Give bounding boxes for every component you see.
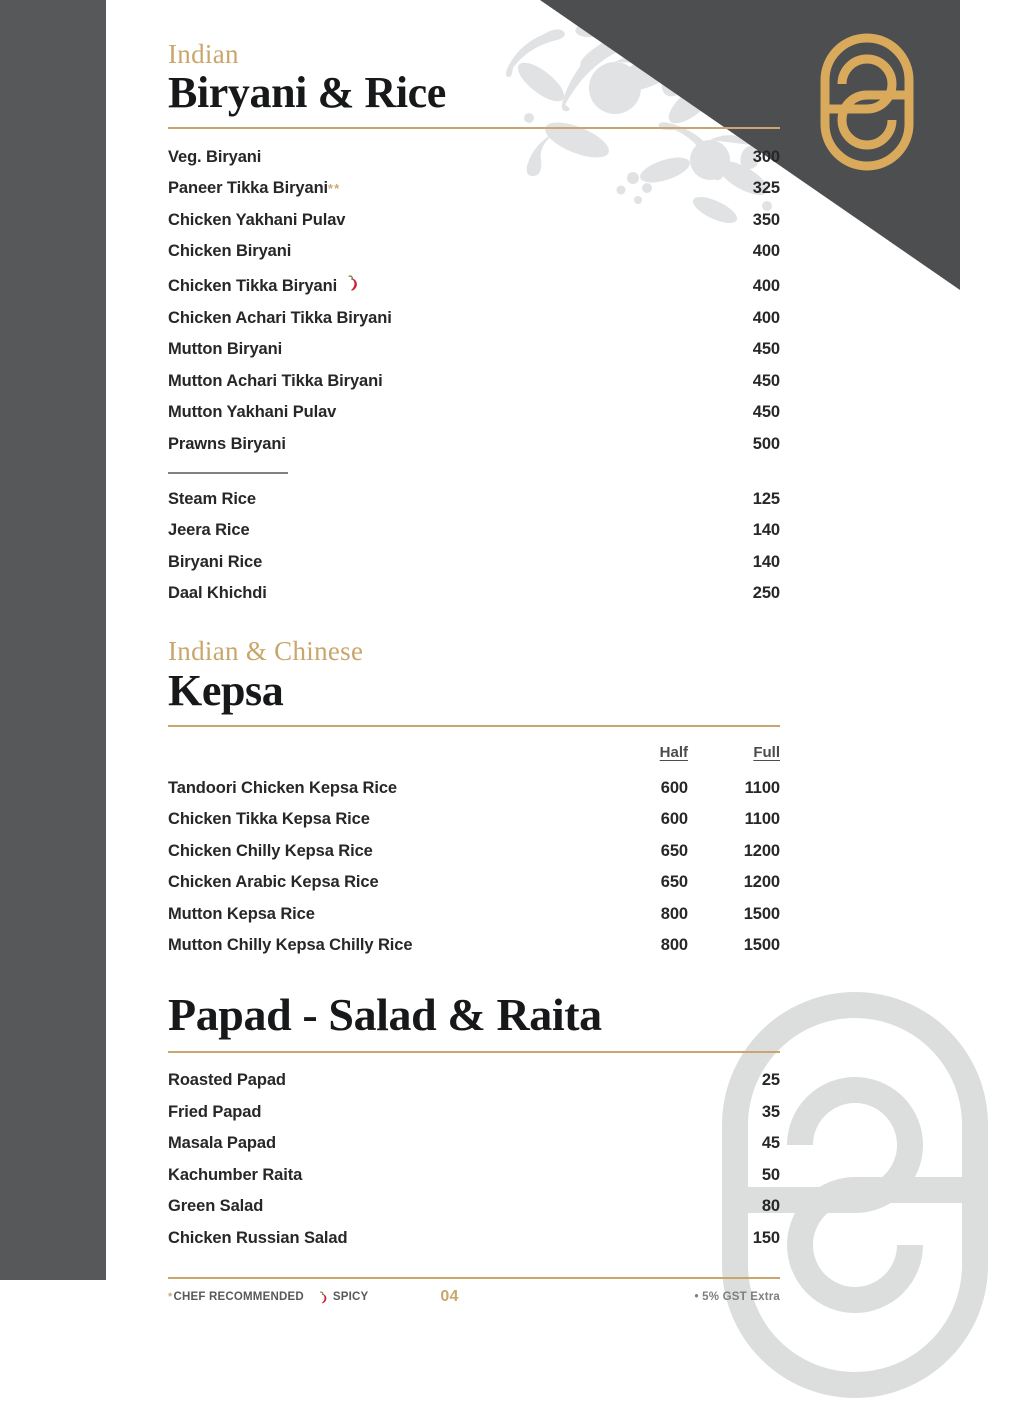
item-price: 325 — [752, 179, 780, 198]
item-name: Tandoori Chicken Kepsa Rice — [168, 778, 397, 797]
gst-bullet: • — [694, 1290, 699, 1303]
item-price-full: 1200 — [743, 841, 780, 860]
menu-item-row[interactable] — [168, 1096, 780, 1127]
menu-item-row[interactable] — [168, 898, 780, 929]
gst-text: 5% GST Extra — [702, 1290, 780, 1303]
menu-item-row[interactable] — [168, 1191, 780, 1222]
item-price: 500 — [752, 434, 780, 453]
item-price-full: 1200 — [743, 873, 780, 892]
item-price: 300 — [752, 147, 780, 166]
menu-item-row[interactable] — [168, 397, 780, 428]
biryani-item-list — [168, 141, 780, 460]
item-name: Steam Rice — [168, 489, 256, 508]
menu-item-row[interactable] — [168, 772, 780, 803]
menu-item-row[interactable] — [168, 1128, 780, 1159]
menu-item-row[interactable] — [168, 204, 780, 235]
item-name: Green Salad — [168, 1197, 264, 1216]
item-price: 400 — [752, 308, 780, 327]
item-price-full: 1500 — [743, 936, 780, 955]
item-price-half: 800 — [660, 904, 688, 923]
menu-item-row[interactable] — [168, 141, 780, 172]
page-number: 04 — [440, 1287, 459, 1305]
item-price: 400 — [752, 242, 780, 260]
item-price: 450 — [752, 403, 780, 422]
item-name: Kachumber Raita — [168, 1165, 303, 1184]
item-name: Biryani Rice — [168, 552, 263, 571]
item-price-full: 1500 — [743, 904, 780, 923]
item-name: Chicken Yakhani Pulav — [168, 210, 346, 229]
spicy-legend: SPICY — [332, 1290, 369, 1303]
menu-item-row[interactable] — [168, 835, 780, 866]
menu-item-row[interactable] — [168, 334, 780, 365]
item-price: 400 — [752, 277, 780, 296]
menu-item-row[interactable] — [168, 235, 780, 266]
item-name: Chicken Biryani — [168, 242, 292, 260]
item-name: Mutton Yakhani Pulav — [168, 403, 337, 422]
menu-item-row[interactable] — [168, 546, 780, 577]
item-name: Chicken Chilly Kepsa Rice — [168, 841, 373, 860]
item-price-full: 1100 — [744, 810, 780, 829]
section-title: Papad - Salad & Raita — [168, 989, 602, 1041]
menu-item-row[interactable] — [168, 867, 780, 898]
item-price-half: 650 — [660, 873, 688, 892]
item-price-half: 650 — [660, 841, 688, 860]
menu-item-row[interactable] — [168, 1222, 780, 1253]
item-price: 140 — [752, 552, 780, 571]
section-title: Biryani & Rice — [168, 67, 446, 117]
section-title: Kepsa — [168, 665, 284, 715]
item-name: Chicken Tikka Biryani — [168, 277, 338, 296]
menu-item-row[interactable] — [168, 365, 780, 396]
item-name: Jeera Rice — [168, 521, 250, 540]
menu-item-row[interactable] — [168, 302, 780, 333]
menu-item-row[interactable] — [168, 428, 780, 459]
item-price: 125 — [752, 489, 780, 508]
menu-item-row[interactable] — [168, 483, 780, 514]
menu-item-row[interactable] — [168, 578, 780, 609]
left-side-bar — [0, 0, 106, 1280]
item-price-half: 800 — [660, 936, 688, 955]
item-price: 250 — [752, 584, 780, 603]
item-price: 450 — [752, 371, 780, 390]
section-rule — [168, 1051, 780, 1053]
item-name: Mutton Achari Tikka Biryani — [168, 371, 383, 390]
item-name: Prawns Biryani — [168, 434, 286, 453]
column-header-half: Half — [659, 744, 688, 762]
menu-item-row[interactable] — [168, 515, 780, 546]
item-price-half: 600 — [660, 778, 688, 797]
item-name: Chicken Arabic Kepsa Rice — [168, 873, 379, 892]
item-name: Masala Papad — [168, 1134, 276, 1153]
section-papad-salad-raita — [168, 961, 780, 1253]
item-name: Paneer Tikka Biryani — [168, 179, 329, 198]
item-name: Roasted Papad — [168, 1071, 286, 1090]
menu-item-row[interactable] — [168, 1159, 780, 1190]
section-rule — [168, 725, 780, 727]
menu-item-row[interactable] — [168, 1065, 780, 1096]
item-price: 350 — [752, 210, 780, 229]
menu-item-row[interactable] — [168, 172, 780, 203]
menu-item-row[interactable] — [168, 267, 780, 302]
item-price-full: 1100 — [744, 778, 780, 797]
chef-recommended-mark: ** — [328, 181, 341, 197]
item-name: Chicken Tikka Kepsa Rice — [168, 810, 370, 829]
item-price: 35 — [761, 1102, 780, 1121]
item-name: Veg. Biryani — [168, 147, 262, 166]
item-price: 45 — [761, 1134, 780, 1153]
chef-recommended-legend: CHEF RECOMMENDED — [173, 1290, 304, 1303]
page-footer — [168, 1277, 780, 1306]
item-name: Fried Papad — [168, 1102, 262, 1121]
item-name: Mutton Biryani — [168, 340, 283, 359]
chef-recommended-star: * — [168, 1290, 173, 1303]
brand-s-monogram-icon — [812, 32, 922, 172]
rice-item-list — [168, 483, 780, 609]
item-name: Daal Khichdi — [168, 584, 267, 603]
section-kicker: Indian & Chinese — [168, 636, 364, 667]
column-header-full: Full — [753, 744, 780, 762]
item-price: 80 — [761, 1197, 780, 1216]
item-name: Mutton Chilly Kepsa Chilly Rice — [168, 936, 413, 955]
menu-item-row[interactable] — [168, 930, 780, 961]
item-price: 450 — [752, 340, 780, 359]
item-name: Chicken Achari Tikka Biryani — [168, 308, 392, 327]
section-biryani-rice — [168, 0, 780, 609]
item-name: Chicken Russian Salad — [168, 1228, 348, 1247]
spicy-chili-icon — [346, 274, 359, 291]
item-price: 150 — [752, 1228, 780, 1247]
section-kepsa — [168, 609, 780, 961]
item-price-half: 600 — [660, 810, 688, 829]
spicy-chili-icon — [318, 1290, 328, 1304]
item-price: 140 — [752, 521, 780, 540]
kepsa-item-list — [168, 772, 780, 961]
group-divider — [168, 472, 288, 475]
papad-item-list — [168, 1065, 780, 1254]
price-column-headers — [168, 744, 780, 766]
gst-note — [695, 1291, 780, 1303]
menu-item-row[interactable] — [168, 804, 780, 835]
menu-content — [168, 0, 780, 1305]
section-kicker: Indian — [168, 39, 239, 69]
item-price: 25 — [761, 1071, 780, 1090]
section-rule — [168, 127, 780, 129]
item-price: 50 — [761, 1165, 780, 1184]
item-name: Mutton Kepsa Rice — [168, 904, 315, 923]
